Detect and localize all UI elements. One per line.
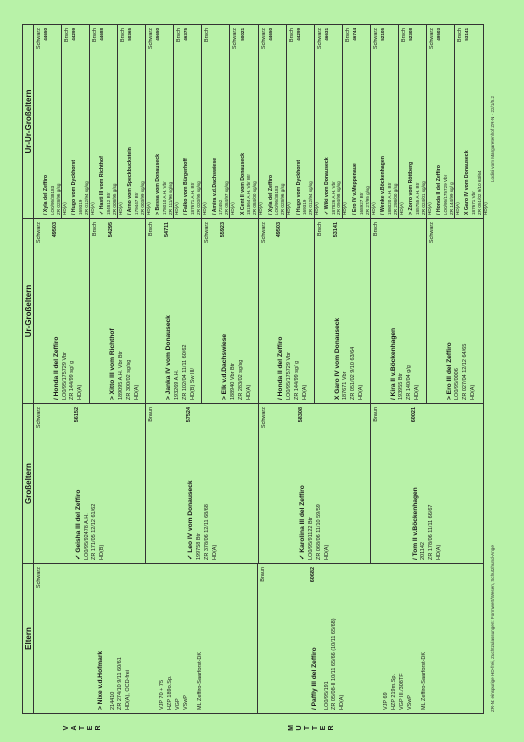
dog-zr-score: ZR 012/94 sg/sg (308, 181, 314, 215)
dog-color: Braun (148, 407, 155, 422)
dog-hd: HD(A) (202, 202, 208, 215)
dog-color: Brsch (400, 28, 407, 43)
dog-hd: HD(A) (358, 384, 365, 400)
dog-color: Brsch (92, 222, 99, 237)
dog-name: / Honda II del Zeffiro (52, 336, 60, 400)
ur-cell (146, 219, 202, 403)
dog-color: Brsch (372, 222, 379, 237)
dog-name: / Kira II v.Böckenhagen (389, 327, 397, 400)
great-grandparents-column (34, 218, 483, 403)
dog-color: Schwarz (36, 28, 42, 50)
grand-cell (146, 404, 258, 563)
ur-cell (315, 219, 371, 403)
dog-color: Schwarz (428, 222, 435, 244)
dog-registration: 188020 A.H. Btr (386, 182, 392, 215)
uu-cell (62, 25, 95, 218)
dog-number: 44299 (71, 28, 77, 41)
dog-zr-score: ZR 028/96 g/sg (55, 183, 61, 215)
dog-number: 57524 (186, 407, 193, 423)
dog-registration: 185755 A.H. Btr (414, 182, 420, 215)
dog-registration: 187671 Vbr (342, 371, 349, 400)
mother-vgp: VGP III./308TF (399, 673, 406, 710)
dog-registration: 199758 Btr (195, 533, 202, 560)
uu-cell (34, 25, 67, 218)
dog-zr-score: ZR 094/98 sg/sg (336, 181, 342, 215)
dog-name: / Xyla del Zeffiro (267, 174, 274, 215)
side-letter: A (71, 725, 78, 731)
father-line2: ZR 274/10 9/11 60/61 (117, 657, 124, 710)
dog-registration: 179447 Btr (134, 192, 140, 215)
dog-color: Schwarz (260, 407, 267, 429)
dog-registration: 181864 A.H. Vbr Btr (246, 174, 252, 215)
father-color: Schwarz (36, 567, 42, 589)
dog-hd: HD(A) (61, 202, 67, 215)
dog-hd: HD(A) (146, 202, 152, 215)
dog-zr-score: ZR 024/01 sg/sg (420, 181, 426, 215)
dog-name: / Hugo vom Dyckhorst (295, 159, 302, 215)
dog-name: / Xyla del Zeffiro (43, 174, 50, 215)
great-great-grandparents-column (34, 25, 488, 218)
dog-name: / Honda II del Zeffiro (436, 165, 443, 215)
father-ml: ML Zeffiro-Saarforst-DK (197, 651, 204, 710)
dog-zr-score: ZR 144/99 sg/ g (293, 360, 300, 400)
dog-zr-score: ZR 027/04 12/12 64/65 (462, 343, 469, 400)
dog-name: > Elk v.d.Dachswiese (221, 333, 229, 400)
dog-number: 54711 (164, 222, 171, 237)
footer-right-note: Lodisi vom Margaretenhof ZR-N · 22/1/5.2 (490, 95, 495, 182)
grand-cell (371, 404, 483, 563)
dog-hd: HD(B) (99, 544, 106, 560)
dog-hd: HD(A) (323, 544, 330, 560)
dog-hd: HD(A) (89, 202, 95, 215)
father-hzp: HZP 189o.Sp. (167, 675, 174, 710)
father-line3: HD(A), OCD-frei (125, 669, 132, 710)
dog-hd: HD(A) (211, 544, 218, 560)
pedigree-table (22, 24, 488, 731)
dog-color: Schwarz (204, 222, 211, 244)
dog-zr-score: ZR 051/02 9/10 63/64 (350, 346, 357, 400)
dog-color: Schwarz (36, 222, 42, 244)
dog-registration: 193955 Btr (398, 373, 405, 400)
ur-cell (427, 219, 483, 403)
mother-vswp: VSwP (407, 695, 414, 710)
dog-color: Brsch (344, 28, 351, 43)
dog-zr-score: ZR 378/06 12/11 68/68 (203, 504, 210, 560)
dog-color: Braun (372, 407, 379, 422)
dog-color: Brsch (64, 28, 71, 43)
dog-name: > Zorro vom Röttberg (407, 161, 414, 215)
grand-cell (34, 404, 146, 563)
dog-name: X Garo IV vom Donauseck (333, 317, 341, 400)
dog-color: Brsch (176, 28, 183, 43)
dog-hd: HD(A) (454, 202, 460, 215)
header-ur-grosseltern: Ur-Großeltern (23, 218, 34, 403)
dog-number: 45650 (155, 28, 161, 41)
dog-zr-score: ZR 028/96 g/sg (280, 183, 286, 215)
father-vswp: VSwP (183, 695, 190, 710)
dog-number: 52308 (407, 28, 413, 41)
side-letter: V (63, 725, 70, 731)
dog-zr-score: ZR 298/00 g/sg (392, 183, 398, 215)
dog-zr-score: ZR 084/97 sg/sg (224, 181, 230, 215)
dog-color: Brsch (148, 222, 155, 237)
grandparents-column (34, 403, 483, 563)
dog-hd: HD(A) (426, 202, 432, 215)
dog-number: 46631 (323, 28, 329, 41)
dog-color: Brsch (288, 28, 295, 43)
dog-name: / Honda II del Zeffiro (277, 336, 285, 400)
dog-hd: HD(A) (174, 202, 180, 215)
dog-registration: LO0/95/91122 Btr (308, 516, 315, 560)
dog-hd: HD(A) (482, 202, 488, 215)
dog-number: 53141 (332, 222, 339, 238)
dog-number: 44650 (43, 28, 49, 41)
dog-registration: 187671 A.H. Btr (190, 182, 196, 215)
dog-hd: HD(A) (436, 544, 443, 560)
father-line1: 214410 (109, 691, 116, 710)
side-letter: R (328, 725, 335, 731)
mother-name: / Paffly III del Zeffiro (310, 647, 318, 710)
dog-hd: HD(A) (286, 202, 292, 215)
side-letter: T (304, 725, 311, 731)
side-letter: T (312, 725, 319, 731)
header-grosseltern: Großeltern (23, 403, 34, 563)
dog-number: 60021 (410, 407, 417, 423)
uu-cell (90, 25, 123, 218)
dog-hd: HD(A) (77, 384, 84, 400)
dog-number: 55923 (220, 222, 227, 238)
dog-number: 44688 (99, 28, 105, 41)
mother-line1: LO0/95/191 (323, 681, 330, 710)
dog-zr-score: ZR 144/99 sg/ g (69, 360, 76, 400)
dog-zr-score: ZR 140/04 g/g (406, 365, 413, 400)
dog-zr-score: ZR 051/02 9/10 63/64 (476, 170, 482, 215)
ur-cell (34, 219, 90, 403)
uu-cell (455, 25, 488, 218)
dog-zr-score: ZR 283/02 sg/sg (237, 359, 244, 400)
dog-color: Schwarz (260, 28, 267, 50)
dog-zr-score: ZR 008/95 g/sg (111, 183, 117, 215)
dog-color: Schwarz (428, 28, 435, 50)
dog-name: ✓ Karolina III del Zeffiro (299, 485, 307, 560)
dog-number: 50021 (239, 28, 245, 41)
dog-number: 44650 (267, 28, 273, 41)
dog-registration: 201142 (420, 542, 427, 560)
dog-name: X Cent II vom Donauseck (239, 153, 246, 215)
ur-cell (259, 219, 315, 403)
dog-name: > Janka IV vom Donauseck (165, 315, 173, 400)
side-letter: E (320, 725, 327, 731)
dog-zr-score: ZR 102/04 11/11 60/62 (181, 344, 188, 400)
dog-zr-score: ZR 27/95 g/sg (364, 186, 370, 215)
dog-zr-score: ZR 020/95 sg/sg (196, 181, 202, 215)
mother-vjp: VJP 69 (383, 692, 390, 710)
dog-color: Schwarz (260, 222, 267, 244)
dog-hd: HD(A) (133, 384, 140, 400)
dog-hd: HD(A) (230, 202, 236, 215)
mother-ml: ML Zeffiro-Saarforst-DK (421, 651, 428, 710)
dog-name: > Bessa vom Donauseck (155, 154, 162, 215)
dog-color: Brsch (316, 222, 323, 237)
side-label-mother (288, 721, 336, 735)
dog-name: X Garo IV vom Donauseck (464, 150, 471, 215)
dog-name: ✓ Wiki vom Donauseck (323, 157, 330, 215)
side-letter: E (87, 725, 94, 731)
dog-hd: HD(A) (301, 384, 308, 400)
dog-registration: 188940 Vbr Btr (229, 363, 236, 400)
side-letter: R (95, 725, 102, 731)
ur-cell (202, 219, 258, 403)
dog-registration: 189095 A.H. Vbr Btr (117, 351, 124, 400)
dog-number: 53141 (464, 28, 470, 41)
dog-zr-score: ZR 068/06 11/10 59/59 (315, 504, 322, 560)
dog-number: 49503 (276, 222, 283, 238)
side-letter: T (79, 725, 86, 731)
mother-hzp: HZP 219m.Sp. (391, 674, 398, 710)
dog-number: 54295 (108, 222, 115, 238)
dog-hd: HD(A) (258, 202, 264, 215)
dog-registration: 169319 (77, 199, 83, 215)
dog-registration: LO0/95/175729 Vbr (61, 351, 68, 400)
dog-registration: 169319 (302, 199, 308, 215)
dog-color: Schwarz (316, 28, 323, 50)
dog-name: / Falko vom Bürgerhoff (183, 158, 190, 215)
dog-zr-score: ZR 012/94 sg/sg (83, 181, 89, 215)
dog-color: Schwarz (36, 407, 42, 429)
grand-cell (259, 404, 371, 563)
dog-name: > Xitto III vom Richthof (109, 328, 117, 400)
dog-hd: HD(B) Sw III/ (189, 367, 196, 400)
dog-name: / Hugo vom Dyckhorst (71, 159, 78, 215)
ur-cell (371, 219, 427, 403)
dog-name: / Arno vom Speckbuckstein (127, 147, 134, 215)
dog-name: ✓ Geisha III del Zeffiro (74, 489, 82, 560)
dog-hd: HD(A) (342, 202, 348, 215)
dog-hd: HD(A) (370, 202, 376, 215)
dog-number: 49503 (51, 222, 58, 238)
dog-registration: LO0/95/0006 (454, 368, 461, 400)
dog-name: / Ero IV v.Meppenaue (351, 163, 358, 215)
dog-registration: LO0/95/92478 A.H. (83, 513, 90, 560)
father-cell (34, 564, 258, 713)
mother-number: 60682 (309, 567, 316, 583)
ur-cell (90, 219, 146, 403)
father-vgp: VGP (175, 698, 182, 710)
dog-color: Brsch (120, 28, 127, 43)
dog-registration: 193269 A.H. (173, 369, 180, 400)
uu-cell (174, 25, 208, 218)
dog-zr-score: ZR 144/99 sg/ g (448, 182, 454, 215)
dog-color: Schwarz (232, 28, 239, 50)
dog-hd: HD(A) (470, 384, 477, 400)
dog-name: ✓ Hasti III vom Richthof (99, 156, 106, 215)
mother-cell (258, 564, 483, 713)
dog-number: 52105 (379, 28, 385, 41)
dog-name: / Tom II v.Böckenhagen (411, 487, 419, 560)
dog-zr-score: ZR 084/00 sg/sg (252, 181, 258, 215)
footer-left-note: ZR-N: einspurige HD-frei, Zuchtzulassungen: Formwert/Wesen, Schutzhund-Ange (490, 545, 495, 712)
header-eltern: Eltern (23, 563, 34, 713)
dog-hd: HD(A) (245, 384, 252, 400)
dog-zr-score: ZR 003/99 sg/sg (140, 181, 146, 215)
dog-color: Schwarz (372, 28, 379, 50)
dog-number: 58308 (298, 407, 305, 423)
dog-number: 56152 (73, 407, 80, 423)
dog-zr-score: ZR 111/96 sg/sg (168, 181, 174, 215)
dog-name: ✓ Leo IV vom Donauseck (187, 480, 195, 560)
dog-registration: LO0/95/38183 (49, 185, 55, 215)
dog-registration: 172452 (218, 199, 224, 215)
dog-name: > Ero III del Zeffiro (445, 342, 453, 400)
dog-number: 44299 (295, 28, 301, 41)
side-letter: U (296, 725, 303, 731)
side-label-father (63, 721, 103, 735)
dog-zr-score: ZR 178/06 11/11 66/67 (428, 504, 435, 560)
dog-registration: 168927 Btr (358, 192, 364, 215)
mother-line2: ZR 05/08-II 10/11 65/66 (10/11 65/68) (331, 618, 338, 710)
dog-color: Schwarz (148, 28, 155, 50)
dog-hd: HD(A) (314, 202, 320, 215)
dog-registration: 184812 Btr (106, 192, 112, 215)
side-letter: M (288, 725, 295, 731)
dog-color: Brsch (456, 28, 463, 43)
father-vjp: VJP 70 + 75 (159, 679, 166, 710)
dog-color: Brsch (92, 28, 99, 43)
dog-registration: LO0/95/38183 (274, 185, 280, 215)
dog-registration: LO0/95/175729 Vbr (286, 351, 293, 400)
dog-number: 49503 (436, 28, 442, 41)
mother-line3: HD(A) (339, 694, 346, 710)
dog-hd: HD(A) (414, 384, 421, 400)
dog-number: 46744 (351, 28, 357, 41)
father-name: > Nixe v.d.Hofmark (96, 650, 104, 710)
dog-number: 46375 (183, 28, 189, 41)
dog-name: / Wenke v.Böckenhagen (379, 156, 386, 215)
dog-color: Brsch (204, 28, 211, 43)
dog-hd: HD(A) (398, 202, 404, 215)
dog-registration: 187826 A.H. Vbr (330, 181, 336, 215)
header-ur-ur-grosseltern: Ur-Ur-Großeltern (23, 25, 34, 218)
dog-zr-score: ZR 171/05 12/12 61/62 (91, 503, 98, 560)
dog-registration: 187671 Vbr (470, 191, 476, 215)
dog-hd: HD(A) (117, 202, 123, 215)
parents-column (34, 563, 483, 713)
dog-registration: 178010 A.H. Vbr (162, 181, 168, 215)
dog-registration: LO0/95/175729 Vbr (442, 174, 448, 215)
uu-cell (230, 25, 264, 218)
mother-color: Braun (260, 567, 266, 582)
dog-number: 50365 (127, 28, 133, 41)
dog-zr-score: ZR 300/02 sg/sg (125, 359, 132, 400)
dog-name: / Amira v.d.Dachswiese (211, 157, 218, 215)
